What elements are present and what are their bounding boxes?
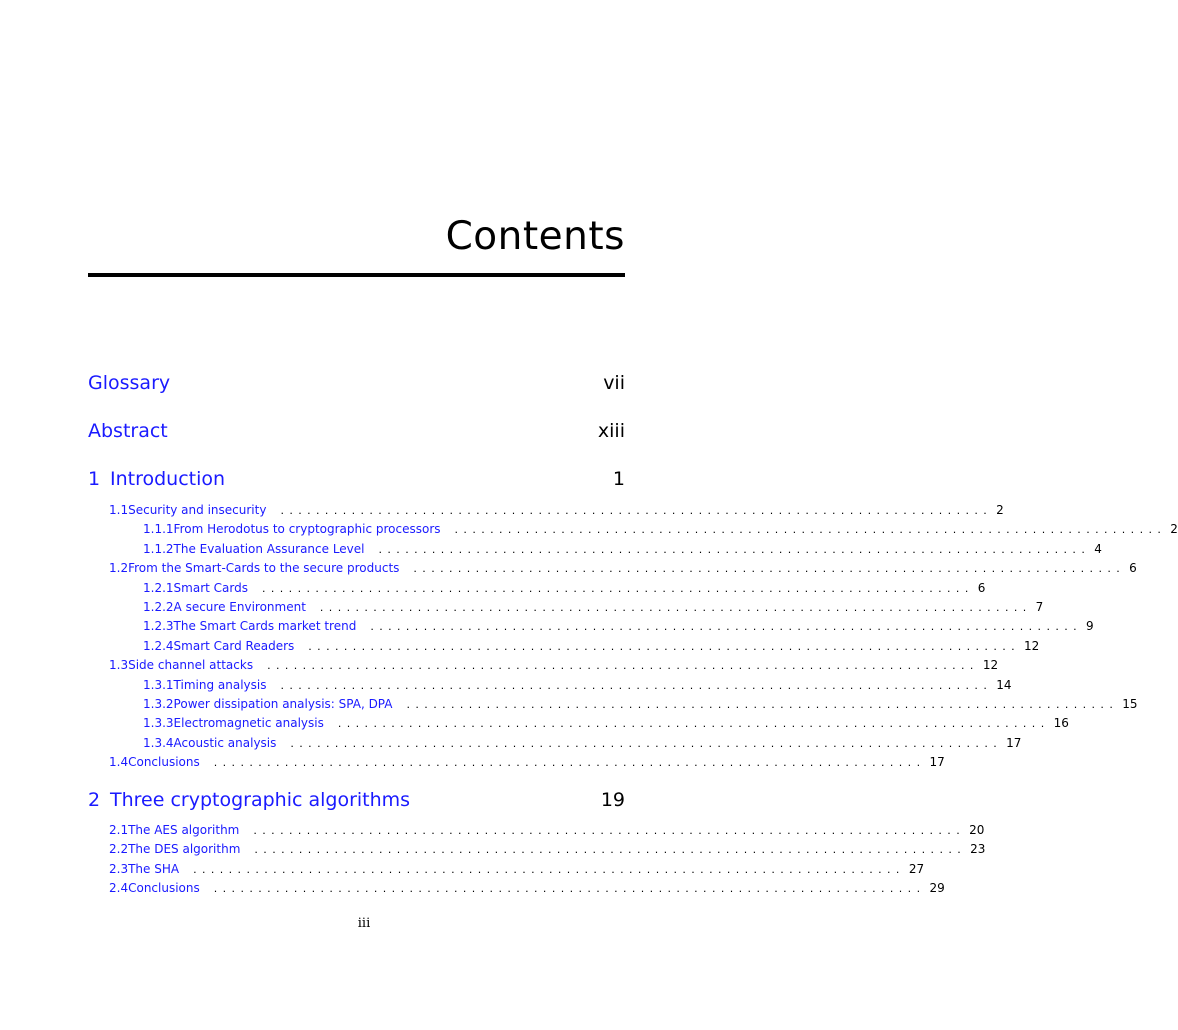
entry-number: 1.2.1 [143,581,174,595]
entry-title: Electromagnetic analysis [173,716,324,730]
toc-entry[interactable] [109,755,945,769]
entry-title: Conclusions [128,881,200,895]
toc-entry[interactable] [143,542,1102,556]
toc-entry[interactable] [109,862,925,876]
dot-leader: ................................................................................ [290,737,1003,750]
entry-page: 17 [1006,736,1022,750]
chapter-title: Introduction [110,468,226,490]
page-title: Contents [445,214,625,259]
toc-entry[interactable] [143,678,1012,692]
dot-leader: ................................................................................ [413,562,1126,575]
entry-page: 4 [1094,542,1102,556]
toc-entry[interactable] [143,697,1138,711]
dot-leader: ................................................................................ [253,824,966,837]
chapter-number: 2 [88,789,101,811]
chapter-title: Three cryptographic algorithms [110,789,411,811]
toc-entry[interactable] [109,561,1137,575]
dot-leader: ................................................................................ [280,504,993,517]
page-number: iii [357,916,371,931]
toc-entry[interactable] [143,522,1178,536]
entry-page: 29 [929,881,945,895]
entry-page: 2 [1170,522,1178,536]
entry-number: 1.2.4 [143,639,174,653]
entry-title: A secure Environment [173,600,306,614]
entry-number: 1.2.3 [143,619,174,633]
entry-page: 9 [1086,619,1094,633]
dot-leader: ................................................................................ [280,679,993,692]
chapter-title: Glossary [88,372,171,394]
toc-chapter[interactable] [88,372,625,394]
entry-title: The DES algorithm [128,842,241,856]
toc-chapter[interactable] [88,789,625,811]
dot-leader: ................................................................................ [213,882,926,895]
entry-title: Security and insecurity [128,503,267,517]
entry-title: The SHA [128,862,180,876]
dot-leader: ................................................................................ [254,843,967,856]
entry-title: The AES algorithm [128,823,240,837]
dot-leader: ................................................................................ [308,640,1021,653]
toc-entry[interactable] [143,619,1094,633]
entry-number: 1.3.2 [143,697,174,711]
entry-number: 2.2 [109,842,129,856]
entry-title: Side channel attacks [128,658,254,672]
entry-title: Acoustic analysis [173,736,277,750]
entry-page: 17 [929,755,945,769]
entry-number: 1.2.2 [143,600,174,614]
entry-page: 16 [1053,716,1069,730]
entry-number: 1.1.2 [143,542,174,556]
entry-page: 7 [1035,600,1044,614]
entry-number: 1.4 [109,755,129,769]
toc-entry[interactable] [109,881,945,895]
toc-chapter[interactable] [88,420,625,442]
entry-page: 12 [982,658,999,672]
entry-number: 2.1 [109,823,129,837]
entry-number: 1.3.1 [143,678,174,692]
dot-leader: ................................................................................ [378,543,1091,556]
entry-title: Conclusions [128,755,200,769]
entry-title: The Smart Cards market trend [173,619,357,633]
chapter-title: Abstract [88,420,168,442]
dot-leader: ................................................................................ [319,601,1032,614]
entry-title: The Evaluation Assurance Level [173,542,365,556]
entry-page: 6 [1129,561,1137,575]
entry-title: Smart Cards [173,581,248,595]
dot-leader: ................................................................................ [193,863,905,876]
entry-title: From Herodotus to cryptographic processors [173,522,441,536]
chapter-number: 1 [88,468,101,490]
toc-chapter[interactable] [88,468,625,490]
toc-entry[interactable] [143,600,1044,614]
entry-number: 1.3.4 [143,736,174,750]
entry-number: 1.1 [109,503,129,517]
toc-entry[interactable] [143,639,1040,653]
entry-title: Power dissipation analysis: SPA, DPA [173,697,393,711]
toc-entry[interactable] [109,503,1004,517]
dot-leader: ................................................................................ [454,523,1167,536]
title-rule [88,273,625,277]
dot-leader: ................................................................................ [370,620,1083,633]
chapter-page: vii [603,372,625,394]
chapter-page: xiii [597,420,625,442]
entry-page: 20 [969,823,985,837]
toc-entry[interactable] [143,581,986,595]
entry-number: 1.1.1 [143,522,174,536]
toc-entry[interactable] [143,716,1069,730]
chapter-page: 19 [600,789,625,811]
entry-title: From the Smart-Cards to the secure products [128,561,400,575]
entry-number: 1.3.3 [143,716,174,730]
entry-title: Timing analysis [173,678,267,692]
dot-leader: ................................................................................ [337,717,1050,730]
entry-page: 14 [996,678,1012,692]
entry-page: 23 [970,842,986,856]
toc-entry[interactable] [143,736,1022,750]
entry-page: 6 [977,581,986,595]
entry-page: 15 [1122,697,1138,711]
entry-number: 1.3 [109,658,129,672]
entry-page: 27 [908,862,925,876]
dot-leader: ................................................................................ [261,582,974,595]
entry-number: 2.3 [109,862,129,876]
entry-number: 2.4 [109,881,129,895]
toc-entry[interactable] [109,842,986,856]
toc-entry[interactable] [109,658,999,672]
chapter-page: 1 [612,468,625,490]
dot-leader: ................................................................................ [213,756,926,769]
toc-entry[interactable] [109,823,985,837]
entry-page: 12 [1024,639,1040,653]
entry-page: 2 [996,503,1004,517]
entry-number: 1.2 [109,561,129,575]
entry-title: Smart Card Readers [173,639,295,653]
dot-leader: ................................................................................ [267,659,979,672]
dot-leader: ................................................................................ [406,698,1119,711]
